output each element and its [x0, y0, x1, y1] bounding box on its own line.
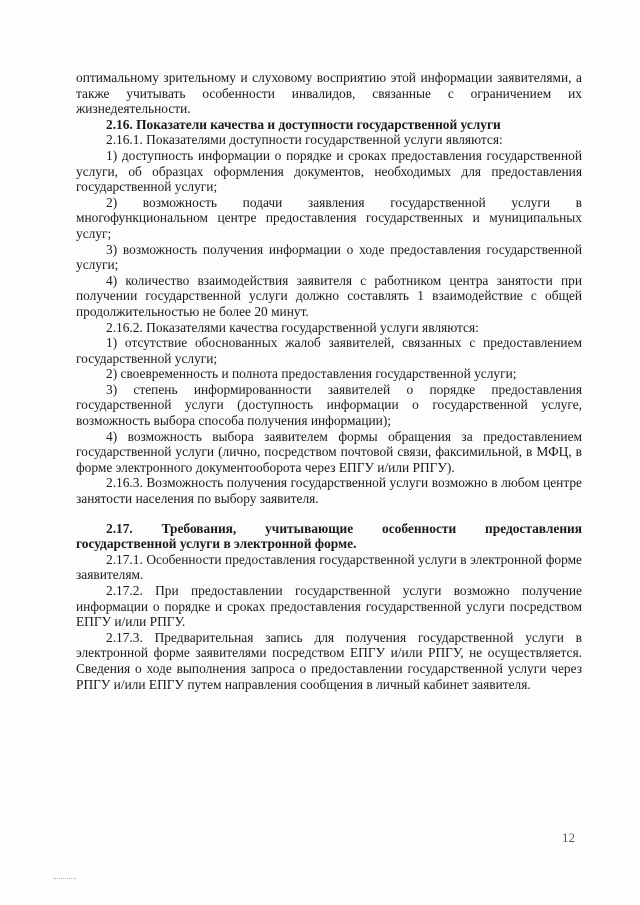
list-item-2-16-2-2: 2) своевременность и полнота предоставления государственной услуги;: [106, 366, 517, 382]
list-item-2-16-2-4: 4) возможность выбора заявителем формы обращения за предоставлением государственной услуги (лично, посредством почтовой связи, факсимильной, в МФЦ, в форме электронного документооборота через ЕПГУ и/или РПГУ).: [76, 428, 582, 475]
list-item-2-16-1-3: 3) возможность получения информации о ходе предоставления государственной услуги;: [76, 241, 582, 273]
page-body: [76, 70, 582, 692]
list-item-2-16-1-1: 1) доступность информации о порядке и сроках предоставления государственной услуги, об образцах оформления документов, необходимых для предоставления государственной услуги;: [76, 147, 582, 195]
clause-2-16-3: 2.16.3. Возможность получения государственной услуги возможно в любом центре занятости населения по выбору заявителя.: [76, 475, 582, 507]
list-item-2-16-1-2: 2) возможность подачи заявления государственной услуги в многофункциональном центре предоставления государственных и муниципальных услуг;: [76, 194, 582, 241]
page-number: 12: [562, 830, 575, 845]
scan-artifact: [54, 878, 76, 879]
clause-2-17-2: 2.17.2. При предоставлении государственной услуги возможно получение информации о порядке и сроках предоставления государственной услуги посредством ЕПГУ и/или РПГУ.: [76, 583, 582, 630]
clause-2-17-3: 2.17.3. Предварительная запись для получения государственной услуги в электронной форме заявителями посредством ЕПГУ и/или РПГУ, не осуществляется. Сведения о ходе выполнения запроса о предоставлении государственной услуги через РПГУ и/или ЕПГУ путем направления сообщения в личный кабинет заявителя.: [76, 629, 582, 692]
paragraph-continuation: оптимальному зрительному и слуховому восприятию этой информации заявителями, а также учитывать особенности инвалидов, связанные с ограничением их жизнедеятельности.: [76, 70, 582, 117]
section-heading-2-16: 2.16. Показатели качества и доступности государственной услуги: [106, 116, 501, 132]
section-heading-2-17: 2.17. Требования, учитывающие особенности предоставления государственной услуги в электронной форме.: [76, 520, 582, 552]
clause-2-16-2: 2.16.2. Показателями качества государственной услуги являются:: [106, 319, 479, 335]
clause-2-16-1: 2.16.1. Показателями доступности государственной услуги являются:: [106, 132, 503, 148]
list-item-2-16-2-3: 3) степень информированности заявителей о порядке предоставления государственной услуги (доступность информации о государственной услуге, возможность выбора способа получения информации);: [76, 381, 582, 429]
list-item-2-16-2-1: 1) отсутствие обоснованных жалоб заявителей, связанных с предоставлением государственной услуги;: [76, 335, 582, 366]
list-item-2-16-1-4: 4) количество взаимодействия заявителя с работником центра занятости при получении государственной услуги должно составлять 1 взаимодействие с общей продолжительностью не более 20 минут.: [76, 272, 582, 319]
clause-2-17-1: 2.17.1. Особенности предоставления государственной услуги в электронной форме заявителям.: [76, 551, 582, 583]
